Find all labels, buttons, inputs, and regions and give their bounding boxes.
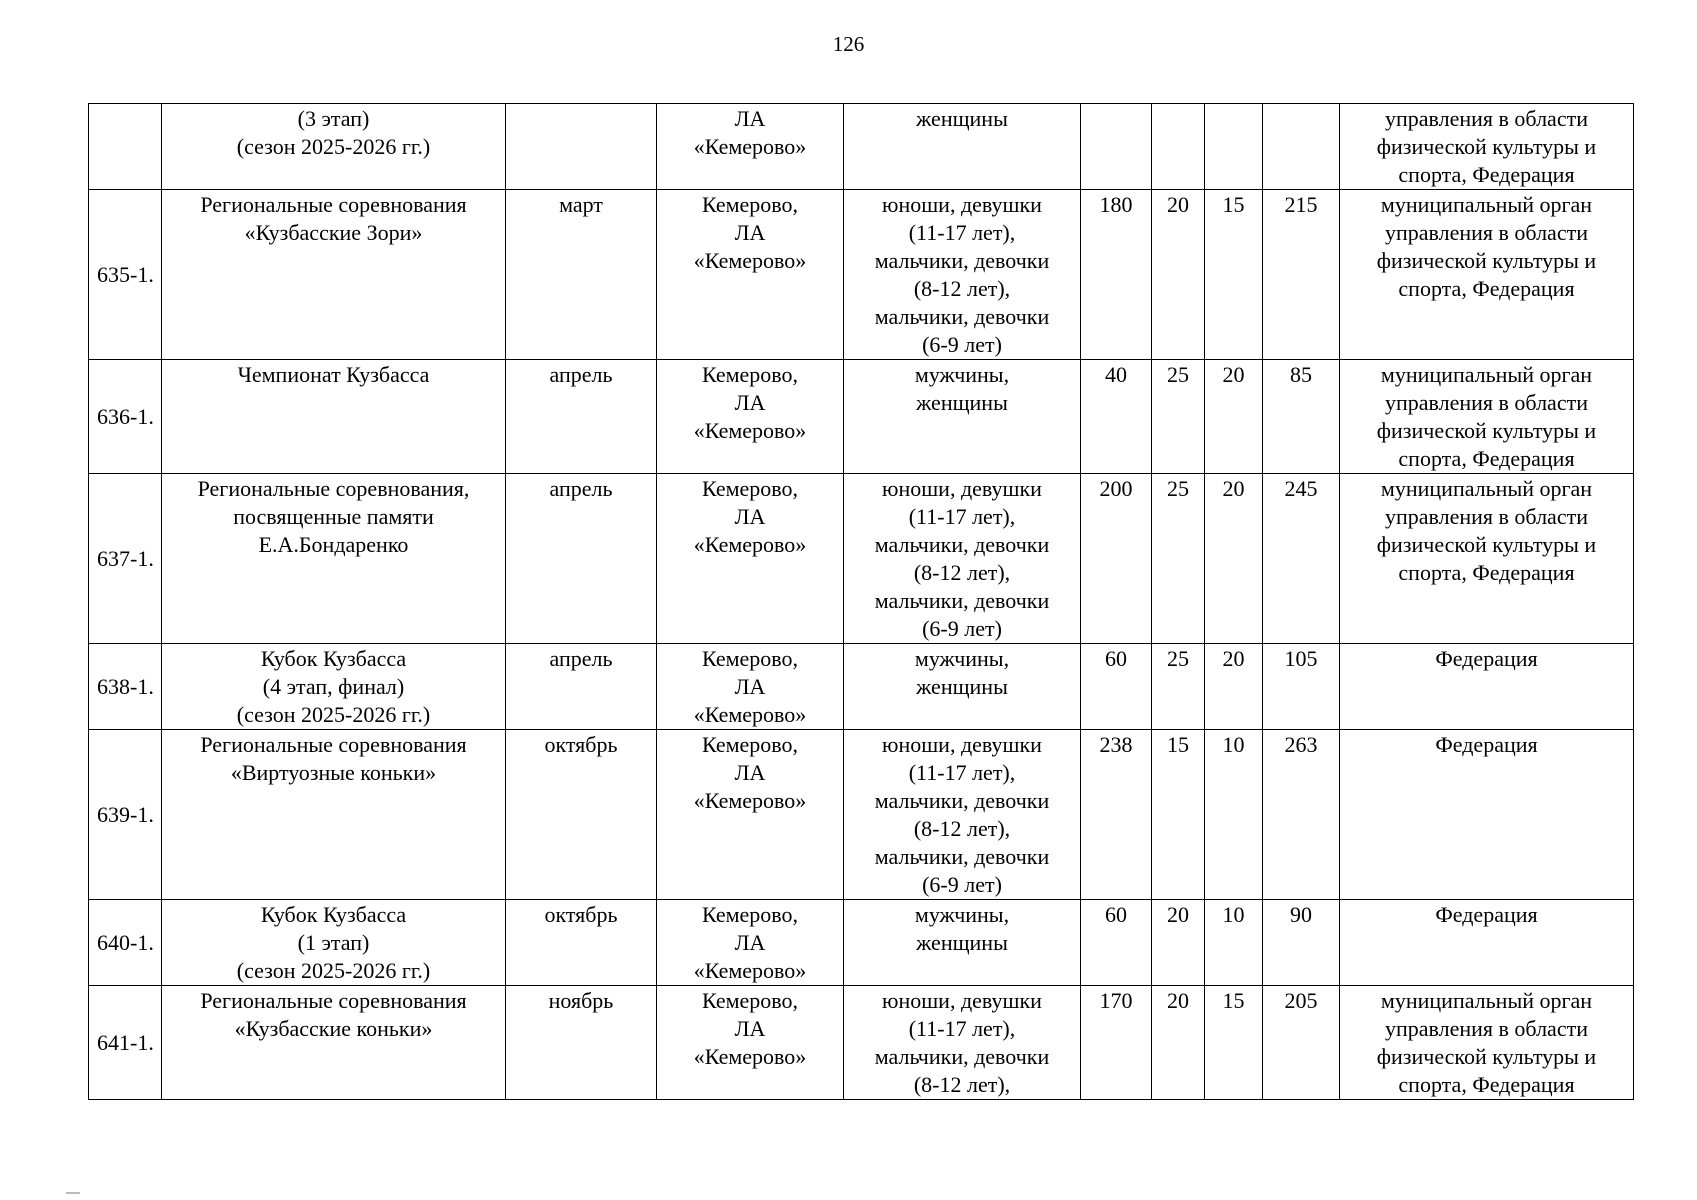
venue-cell	[657, 104, 844, 190]
participants-cell-line: женщины	[916, 930, 1008, 955]
participants-cell-line: (6-9 лет)	[922, 872, 1002, 897]
month-cell-line: апрель	[549, 476, 613, 501]
participants-cell-line: мужчины,	[914, 902, 1010, 927]
venue-cell	[657, 900, 844, 986]
total-cell: 90	[1263, 900, 1340, 986]
participants-cell-line: женщины	[916, 106, 1008, 131]
venue-cell-line: «Кемерово»	[693, 532, 807, 557]
count-col2-cell: 20	[1152, 986, 1205, 1100]
count-col2-cell: 25	[1152, 644, 1205, 730]
count-col3-cell: 20	[1205, 474, 1263, 644]
participants-cell	[844, 900, 1081, 986]
total-cell: 105	[1263, 644, 1340, 730]
event-name-cell-line: Региональные соревнования	[200, 192, 467, 217]
month-cell-line: октябрь	[544, 902, 618, 927]
total-cell	[1263, 104, 1340, 190]
event-name-cell-line: Е.А.Бондаренко	[258, 532, 409, 557]
organizer-cell-line: управления в области	[1385, 1016, 1588, 1041]
organizer-cell-line: управления в области	[1385, 504, 1588, 529]
venue-cell-line: «Кемерово»	[693, 418, 807, 443]
month-cell	[506, 360, 657, 474]
table-row	[89, 900, 1634, 986]
event-name-cell-line: «Кузбасские коньки»	[234, 1016, 433, 1041]
count-col2-cell	[1152, 104, 1205, 190]
organizer-cell-line: спорта, Федерация	[1398, 446, 1575, 471]
venue-cell-line: Кемерово,	[701, 192, 799, 217]
total-cell: 85	[1263, 360, 1340, 474]
month-cell	[506, 730, 657, 900]
participants-cell-line: юноши, девушки	[882, 988, 1042, 1013]
row-number-cell: 641-1.	[89, 986, 162, 1100]
participants-cell-line: (11-17 лет),	[908, 504, 1016, 529]
participants-cell-line: мальчики, девочки	[874, 248, 1050, 273]
organizer-cell-line: муниципальный орган	[1380, 192, 1593, 217]
participants-cell-line: (8-12 лет),	[913, 1072, 1011, 1097]
participants-cell	[844, 730, 1081, 900]
venue-cell-line: ЛА	[734, 930, 766, 955]
footnote-mark	[66, 1192, 80, 1194]
event-name-cell-line: (сезон 2025-2026 гг.)	[236, 958, 431, 983]
venue-cell	[657, 644, 844, 730]
venue-cell-line: ЛА	[734, 390, 766, 415]
participants-cell	[844, 644, 1081, 730]
participants-cell-line: (8-12 лет),	[913, 276, 1011, 301]
month-cell	[506, 190, 657, 360]
venue-cell	[657, 360, 844, 474]
participants-cell-line: мальчики, девочки	[874, 1044, 1050, 1069]
total-cell: 263	[1263, 730, 1340, 900]
participants-cell-line: юноши, девушки	[882, 192, 1042, 217]
participants-cell-line: мужчины,	[914, 646, 1010, 671]
venue-cell-line: «Кемерово»	[693, 958, 807, 983]
table-row	[89, 360, 1634, 474]
organizer-cell-line: Федерация	[1435, 646, 1538, 671]
organizer-cell-line: спорта, Федерация	[1398, 162, 1575, 187]
venue-cell-line: ЛА	[734, 760, 766, 785]
row-number-cell: 636-1.	[89, 360, 162, 474]
row-number-cell: 640-1.	[89, 900, 162, 986]
count-col3-cell: 15	[1205, 190, 1263, 360]
count-col2-cell: 25	[1152, 474, 1205, 644]
count-col3-cell: 10	[1205, 730, 1263, 900]
row-number-cell: 639-1.	[89, 730, 162, 900]
count-col3-cell: 15	[1205, 986, 1263, 1100]
venue-cell-line: Кемерово,	[701, 988, 799, 1013]
organizer-cell	[1340, 644, 1634, 730]
participants-cell-line: (6-9 лет)	[922, 616, 1002, 641]
participants-cell-line: мальчики, девочки	[874, 588, 1050, 613]
organizer-cell-line: спорта, Федерация	[1398, 276, 1575, 301]
count-col1-cell	[1081, 104, 1152, 190]
venue-cell	[657, 474, 844, 644]
month-cell-line: октябрь	[544, 732, 618, 757]
participants-cell-line: мальчики, девочки	[874, 844, 1050, 869]
organizer-cell-line: спорта, Федерация	[1398, 1072, 1575, 1097]
event-name-cell-line: «Кузбасские Зори»	[244, 220, 423, 245]
count-col2-cell: 20	[1152, 900, 1205, 986]
count-col2-cell: 20	[1152, 190, 1205, 360]
venue-cell-line: «Кемерово»	[693, 134, 807, 159]
organizer-cell-line: муниципальный орган	[1380, 988, 1593, 1013]
organizer-cell-line: управления в области	[1385, 390, 1588, 415]
count-col1-cell: 40	[1081, 360, 1152, 474]
event-name-cell-line: (3 этап)	[297, 106, 370, 131]
organizer-cell	[1340, 360, 1634, 474]
table-row	[89, 986, 1634, 1100]
participants-cell-line: (8-12 лет),	[913, 816, 1011, 841]
organizer-cell-line: спорта, Федерация	[1398, 560, 1575, 585]
organizer-cell	[1340, 730, 1634, 900]
organizer-cell-line: физической культуры и	[1376, 532, 1597, 557]
month-cell-line: март	[559, 192, 603, 217]
organizer-cell-line: муниципальный орган	[1380, 476, 1593, 501]
table-row	[89, 644, 1634, 730]
participants-cell-line: юноши, девушки	[882, 732, 1042, 757]
count-col3-cell: 20	[1205, 360, 1263, 474]
organizer-cell	[1340, 104, 1634, 190]
participants-cell-line: (11-17 лет),	[908, 760, 1016, 785]
participants-cell	[844, 360, 1081, 474]
event-name-cell-line: Региональные соревнования,	[197, 476, 470, 501]
count-col2-cell: 15	[1152, 730, 1205, 900]
organizer-cell	[1340, 986, 1634, 1100]
organizer-cell	[1340, 190, 1634, 360]
participants-cell-line: (11-17 лет),	[908, 220, 1016, 245]
row-number-cell	[89, 104, 162, 190]
month-cell	[506, 104, 657, 190]
venue-cell-line: ЛА	[734, 1016, 766, 1041]
count-col1-cell: 238	[1081, 730, 1152, 900]
total-cell: 205	[1263, 986, 1340, 1100]
table-row	[89, 730, 1634, 900]
participants-cell-line: юноши, девушки	[882, 476, 1042, 501]
event-name-cell	[162, 360, 506, 474]
row-number-cell: 635-1.	[89, 190, 162, 360]
venue-cell-line: Кемерово,	[701, 902, 799, 927]
month-cell	[506, 474, 657, 644]
count-col3-cell	[1205, 104, 1263, 190]
month-cell-line: ноябрь	[548, 988, 614, 1013]
month-cell	[506, 644, 657, 730]
participants-cell-line: (6-9 лет)	[922, 332, 1002, 357]
organizer-cell-line: муниципальный орган	[1380, 362, 1593, 387]
table-row	[89, 104, 1634, 190]
organizer-cell-line: физической культуры и	[1376, 248, 1597, 273]
event-name-cell	[162, 644, 506, 730]
participants-cell	[844, 474, 1081, 644]
participants-cell-line: мальчики, девочки	[874, 532, 1050, 557]
participants-cell-line: (11-17 лет),	[908, 1016, 1016, 1041]
month-cell-line: апрель	[549, 646, 613, 671]
participants-cell-line: мальчики, девочки	[874, 788, 1050, 813]
count-col2-cell: 25	[1152, 360, 1205, 474]
organizer-cell-line: физической культуры и	[1376, 134, 1597, 159]
event-name-cell-line: (1 этап)	[297, 930, 370, 955]
event-name-cell-line: «Виртуозные коньки»	[230, 760, 437, 785]
page-number: 126	[832, 32, 865, 56]
venue-cell-line: Кемерово,	[701, 646, 799, 671]
participants-cell	[844, 986, 1081, 1100]
table-body	[89, 104, 1634, 1100]
events-table	[88, 103, 1634, 1100]
total-cell: 215	[1263, 190, 1340, 360]
organizer-cell	[1340, 900, 1634, 986]
month-cell	[506, 986, 657, 1100]
venue-cell	[657, 190, 844, 360]
event-name-cell	[162, 474, 506, 644]
venue-cell-line: «Кемерово»	[693, 248, 807, 273]
event-name-cell-line: (сезон 2025-2026 гг.)	[236, 702, 431, 727]
venue-cell-line: «Кемерово»	[693, 702, 807, 727]
venue-cell-line: «Кемерово»	[693, 788, 807, 813]
count-col1-cell: 60	[1081, 900, 1152, 986]
venue-cell-line: ЛА	[734, 674, 766, 699]
venue-cell-line: «Кемерово»	[693, 1044, 807, 1069]
event-name-cell-line: Кубок Кузбасса	[260, 902, 407, 927]
month-cell	[506, 900, 657, 986]
venue-cell-line: Кемерово,	[701, 362, 799, 387]
participants-cell-line: (8-12 лет),	[913, 560, 1011, 585]
event-name-cell	[162, 986, 506, 1100]
event-name-cell-line: посвященные памяти	[233, 504, 434, 529]
venue-cell-line: Кемерово,	[701, 476, 799, 501]
organizer-cell-line: управления в области	[1385, 106, 1588, 131]
event-name-cell-line: Региональные соревнования	[200, 732, 467, 757]
venue-cell-line: ЛА	[734, 106, 766, 131]
venue-cell	[657, 730, 844, 900]
table-row	[89, 190, 1634, 360]
organizer-cell-line: физической культуры и	[1376, 418, 1597, 443]
participants-cell	[844, 190, 1081, 360]
participants-cell-line: мальчики, девочки	[874, 304, 1050, 329]
event-name-cell-line: (4 этап, финал)	[262, 674, 405, 699]
row-number-cell: 638-1.	[89, 644, 162, 730]
count-col3-cell: 20	[1205, 644, 1263, 730]
organizer-cell-line: Федерация	[1435, 732, 1538, 757]
month-cell-line: апрель	[549, 362, 613, 387]
venue-cell-line: ЛА	[734, 220, 766, 245]
venue-cell	[657, 986, 844, 1100]
participants-cell-line: мужчины,	[914, 362, 1010, 387]
participants-cell-line: женщины	[916, 674, 1008, 699]
event-name-cell-line: (сезон 2025-2026 гг.)	[236, 134, 431, 159]
organizer-cell-line: управления в области	[1385, 220, 1588, 245]
event-name-cell-line: Кубок Кузбасса	[260, 646, 407, 671]
event-name-cell	[162, 900, 506, 986]
event-name-cell-line: Чемпионат Кузбасса	[237, 362, 430, 387]
count-col1-cell: 60	[1081, 644, 1152, 730]
participants-cell	[844, 104, 1081, 190]
event-name-cell	[162, 104, 506, 190]
row-number-cell: 637-1.	[89, 474, 162, 644]
event-name-cell-line: Региональные соревнования	[200, 988, 467, 1013]
total-cell: 245	[1263, 474, 1340, 644]
event-name-cell	[162, 730, 506, 900]
venue-cell-line: ЛА	[734, 504, 766, 529]
organizer-cell-line: Федерация	[1435, 902, 1538, 927]
organizer-cell	[1340, 474, 1634, 644]
organizer-cell-line: физической культуры и	[1376, 1044, 1597, 1069]
count-col3-cell: 10	[1205, 900, 1263, 986]
participants-cell-line: женщины	[916, 390, 1008, 415]
count-col1-cell: 180	[1081, 190, 1152, 360]
count-col1-cell: 200	[1081, 474, 1152, 644]
count-col1-cell: 170	[1081, 986, 1152, 1100]
table-row	[89, 474, 1634, 644]
event-name-cell	[162, 190, 506, 360]
venue-cell-line: Кемерово,	[701, 732, 799, 757]
